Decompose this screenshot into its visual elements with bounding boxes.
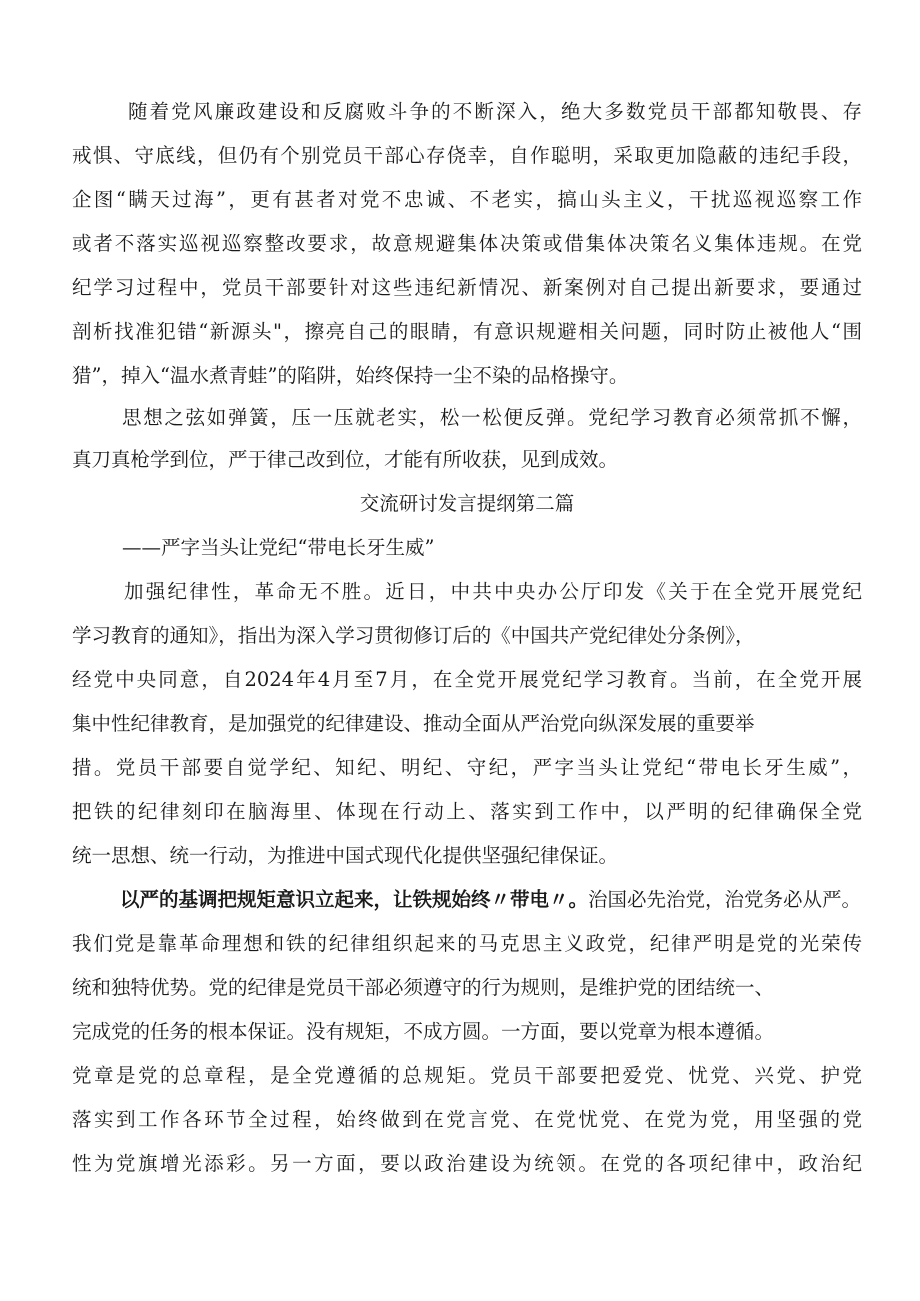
paragraph-4-line-5: 党章是党的总章程，是全党遵循的总规矩。党员干部要把爱党、忧党、兴党、护党 xyxy=(72,1064,862,1087)
paragraph-3-line-7: 统一思想、统一行动，为推进中国式现代化提供坚强纪律保证。 xyxy=(72,844,619,867)
paragraph-1-line-3: 企图“瞒天过海”，更有甚者对党不忠诚、不老实，搞山头主义，干扰巡视巡察工作 xyxy=(72,188,862,211)
paragraph-4-line-7: 性为党旗增光添彩。另一方面，要以政治建设为统领。在党的各项纪律中，政治纪 xyxy=(72,1152,862,1175)
paragraph-3-line-6: 把铁的纪律刻印在脑海里、体现在行动上、落实到工作中，以严明的纪律确保全党 xyxy=(72,800,862,823)
paragraph-1-line-5: 纪学习过程中，党员干部要针对这些违纪新情况、新案例对自己提出新要求，要通过 xyxy=(72,276,862,299)
paragraph-3-line-2: 学习教育的通知》，指出为深入学习贯彻修订后的《中国共产党纪律处分条例》， xyxy=(72,624,755,647)
paragraph-4-line-6: 落实到工作各环节全过程，始终做到在党言党、在党忧党、在党为党，用坚强的党 xyxy=(72,1108,862,1131)
paragraph-3-line-3: 经党中央同意，自2024年4月至7月，在全党开展党纪学习教育。当前，在全党开展 xyxy=(72,668,862,691)
paragraph-1-line-4: 或者不落实巡视巡察整改要求，故意规避集体决策或借集体决策名义集体违规。在党 xyxy=(72,232,862,255)
paragraph-4-line-2: 我们党是靠革命理想和铁的纪律组织起来的马克思主义政党，纪律严明是党的光荣传 xyxy=(72,932,862,955)
paragraph-4-line-1 xyxy=(120,880,862,920)
section-subtitle: ——严字当头让党纪“带电长牙生威” xyxy=(122,536,435,559)
paragraph-4-line-4: 完成党的任务的根本保证。没有规矩，不成方圆。一方面，要以党章为根本遵循。 xyxy=(72,1020,775,1043)
paragraph-1-line-1: 随着党风廉政建设和反腐败斗争的不断深入，绝大多数党员干部都知敬畏、存 xyxy=(128,100,862,123)
paragraph-1-line-7: 猎”，掉入“温水煮青蛙”的陷阱，始终保持一尘不染的品格操守。 xyxy=(72,364,629,387)
paragraph-2-line-1: 思想之弦如弹簧，压一压就老实，松一松便反弹。党纪学习教育必须常抓不懈， xyxy=(122,406,862,429)
section-title: 交流研讨发言提纲第二篇 xyxy=(359,492,575,515)
paragraph-3-line-5: 措。党员干部要自觉学纪、知纪、明纪、守纪，严字当头让党纪“带电长牙生威”， xyxy=(72,756,862,779)
paragraph-1-line-2: 戒惧、守底线，但仍有个别党员干部心存侥幸，自作聪明，采取更加隐蔽的违纪手段， xyxy=(72,144,862,167)
paragraph-4-line-3: 统和独特优势。党的纪律是党员干部必须遵守的行为规则，是维护党的团结统一、 xyxy=(72,976,775,999)
paragraph-2-line-2: 真刀真枪学到位，严于律己改到位，才能有所收获，见到成效。 xyxy=(72,448,619,471)
paragraph-4-first-rest: 治国必先治党，治党务必从严。 xyxy=(588,888,862,911)
paragraph-4-heading: 以严的基调把规矩意识立起来，让铁规始终〃带电〃。 xyxy=(120,888,589,911)
paragraph-3-line-4: 集中性纪律教育，是加强党的纪律建设、推动全面从严治党向纵深发展的重要举 xyxy=(72,712,755,735)
paragraph-3-line-1: 加强纪律性，革命无不胜。近日，中共中央办公厅印发《关于在全党开展党纪 xyxy=(124,580,862,603)
paragraph-1-line-6: 剖析找准犯错“新源头"，擦亮自己的眼睛，有意识规避相关问题，同时防止被他人“围 xyxy=(72,320,862,343)
